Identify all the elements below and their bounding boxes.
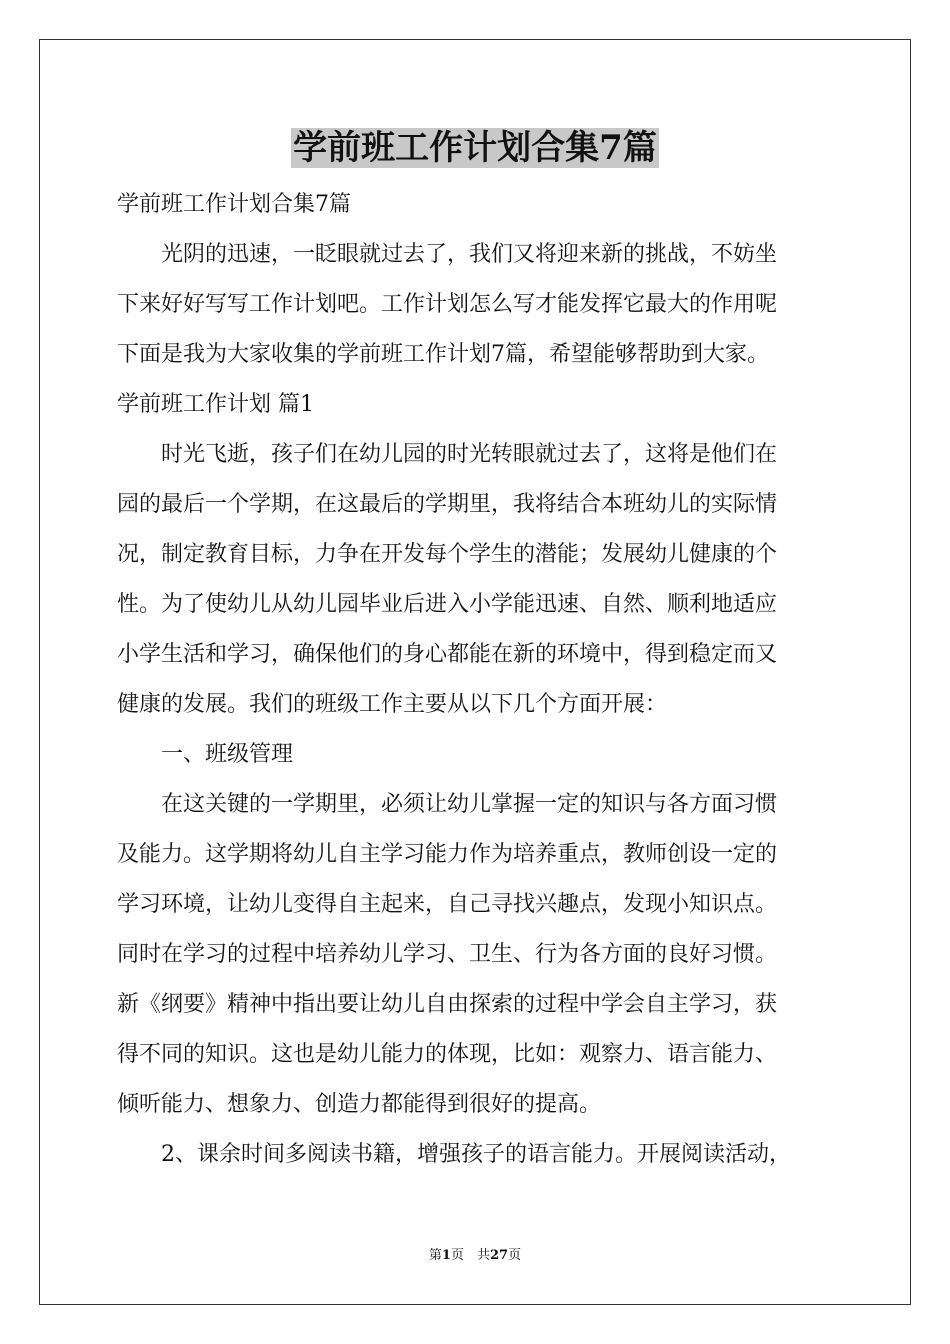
page-number-suffix: 页: [508, 1248, 522, 1263]
paragraph-line: 学习环境，让幼儿变得自主起来，自己寻找兴趣点，发现小知识点。: [117, 892, 778, 917]
paragraph-line: 及能力。这学期将幼儿自主学习能力作为培养重点，教师创设一定的: [117, 842, 778, 867]
subtitle-line: 学前班工作计划合集7篇: [117, 192, 351, 217]
paragraph-line: 新《纲要》精神中指出要让幼儿自由探索的过程中学会自主学习，获: [117, 992, 778, 1017]
paragraph-line: 性。为了使幼儿从幼儿园毕业后进入小学能迅速、自然、顺利地适应: [117, 592, 778, 617]
paragraph-line: 倾听能力、想象力、创造力都能得到很好的提高。: [117, 1092, 602, 1117]
paragraph-line: 光阴的迅速，一眨眼就过去了，我们又将迎来新的挑战，不妨坐: [161, 242, 778, 267]
page-number-total: 27: [489, 1248, 509, 1263]
paragraph-line: 下来好好写写工作计划吧。工作计划怎么写才能发挥它最大的作用呢: [117, 292, 778, 317]
page-number-prefix: 第: [428, 1248, 442, 1263]
paragraph-line: 小学生活和学习，确保他们的身心都能在新的环境中，得到稳定而又: [117, 642, 778, 667]
paragraph-line: 下面是我为大家收集的学前班工作计划7篇，希望能够帮助到大家。: [117, 342, 769, 367]
page-number-current: 1: [441, 1248, 451, 1263]
paragraph-line: 2、课余时间多阅读书籍，增强孩子的语言能力。开展阅读活动，: [161, 1142, 791, 1167]
paragraph-line: 得不同的知识。这也是幼儿能力的体现，比如：观察力、语言能力、: [117, 1042, 778, 1067]
document-body: [117, 180, 833, 1180]
document-title-text: 学前班工作计划合集7篇: [293, 128, 657, 168]
subsection-heading: 一、班级管理: [161, 742, 294, 767]
paragraph-line: 健康的发展。我们的班级工作主要从以下几个方面开展：: [117, 692, 668, 717]
paragraph-line: 在这关键的一学期里，必须让幼儿掌握一定的知识与各方面习惯: [161, 792, 778, 817]
paragraph-line: 同时在学习的过程中培养幼儿学习、卫生、行为各方面的良好习惯。: [117, 942, 778, 967]
paragraph-line: 况，制定教育目标，力争在开发每个学生的潜能；发展幼儿健康的个: [117, 542, 778, 567]
document-title: [0, 126, 950, 170]
paragraph-line: 时光飞逝，孩子们在幼儿园的时光转眼就过去了，这将是他们在: [161, 442, 778, 467]
section-heading: 学前班工作计划 篇1: [117, 392, 314, 417]
page-footer: [0, 1247, 950, 1265]
page-number-mid: 页 共: [450, 1248, 490, 1263]
paragraph-line: 园的最后一个学期，在这最后的学期里，我将结合本班幼儿的实际情: [117, 492, 778, 517]
